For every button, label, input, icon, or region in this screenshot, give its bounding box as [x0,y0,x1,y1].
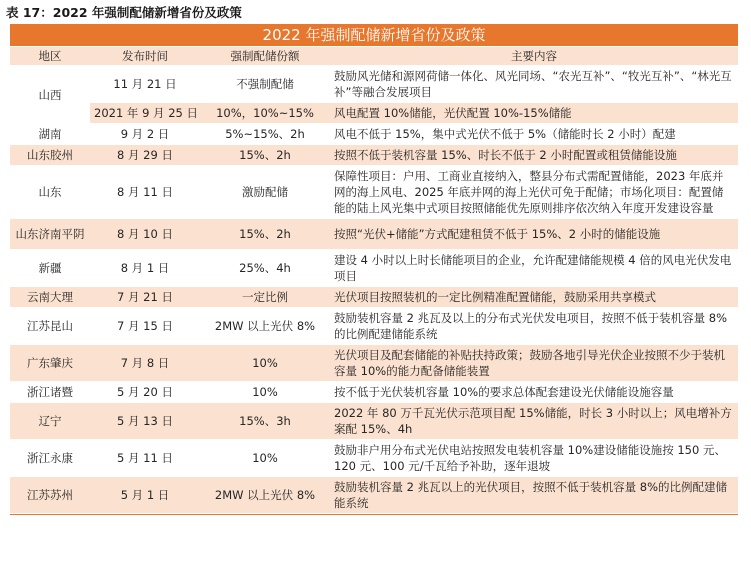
table-row [10,219,738,250]
row-share: 2MW 以上光伏 8% [200,477,330,514]
table-title: 2022 年强制配储新增省份及政策 [10,24,738,47]
row-share: 10% [200,382,330,403]
header-share: 强制配储份额 [200,47,330,66]
row-share: 25%、4h [200,250,330,287]
row-date: 5 月 20 日 [90,382,200,403]
row-content: 2022 年 80 万千瓦光伏示范项目配 15%储能，时长 3 小时以上；风电增补方案配 15%、4h [330,403,738,440]
row-share: 15%、2h [200,219,330,250]
header-content: 主要内容 [330,47,738,66]
row-date: 8 月 11 日 [90,166,200,219]
policy-table [10,24,738,514]
table-row [10,287,738,308]
row-content: 光伏项目按照装机的一定比例精准配置储能，鼓励采用共享模式 [330,287,738,308]
row-date: 8 月 29 日 [90,145,200,166]
row-content: 保障性项目：户用、工商业直接纳入，整县分布式需配置储能，2023 年底并网的海上风电、2025 年底并网的海上光伏可免于配储；市场化项目：配置储能的陆上风光集中式项目按照储能优先原则排序依次纳入年度开发建设容量 [330,166,738,219]
row-region: 江苏苏州 [10,477,90,514]
row-share: 10%，10%~15% [200,103,330,124]
row-region: 辽宁 [10,403,90,440]
row-date: 8 月 1 日 [90,250,200,287]
row-date: 7 月 15 日 [90,308,200,345]
row-content: 风电不低于 15%，集中式光伏不低于 5%（储能时长 2 小时）配建 [330,124,738,145]
header-date: 发布时间 [90,47,200,66]
table-row [10,477,738,514]
row-date: 7 月 21 日 [90,287,200,308]
table-bottom-rule [10,514,738,515]
row-region: 湖南 [10,124,90,145]
row-content: 光伏项目及配套储能的补贴扶持政策；鼓励各地引导光伏企业按照不少于装机容量 10%的能力配备储能装置 [330,345,738,382]
row-region: 江苏昆山 [10,308,90,345]
row-content: 建设 4 小时以上时长储能项目的企业，允许配建储能规模 4 倍的风电光伏发电项目 [330,250,738,287]
row-content: 鼓励非户用分布式光伏电站按照发电装机容量 10%建设储能设施按 150 元、120 元、100 元/千瓦给予补助，逐年退坡 [330,440,738,477]
row-date: 5 月 11 日 [90,440,200,477]
table-header-row [10,47,738,66]
row-region: 广东肇庆 [10,345,90,382]
table-caption: 表 17：2022 年强制配储新增省份及政策 [6,5,242,20]
table-row [10,124,738,145]
row-share: 不强制配储 [200,66,330,103]
row-share: 一定比例 [200,287,330,308]
row-share: 15%、2h [200,145,330,166]
row-share: 10% [200,345,330,382]
row-date: 9 月 2 日 [90,124,200,145]
row-content: 按照“光伏+储能”方式配建租赁不低于 15%、2 小时的储能设施 [330,219,738,250]
row-region: 云南大理 [10,287,90,308]
row-content: 鼓励装机容量 2 兆瓦及以上的分布式光伏发电项目，按照不低于装机容量 8%的比例配建储能系统 [330,308,738,345]
row-content: 鼓励风光储和源网荷储一体化、风光同场、“农光互补”、“牧光互补”、“林光互补”等融合发展项目 [330,66,738,103]
table-row [10,308,738,345]
row-region: 山东 [10,166,90,219]
row-region: 山西 [10,66,90,124]
row-share: 10% [200,440,330,477]
row-content: 按不低于光伏装机容量 10%的要求总体配套建设光伏储能设施容量 [330,382,738,403]
row-region: 浙江永康 [10,440,90,477]
table-row [10,345,738,382]
table-row [10,145,738,166]
row-date: 7 月 8 日 [90,345,200,382]
row-date: 8 月 10 日 [90,219,200,250]
row-region: 山东济南平阴 [10,219,90,250]
table-row [10,403,738,440]
row-content: 按照不低于装机容量 15%、时长不低于 2 小时配置或租赁储能设施 [330,145,738,166]
row-date: 5 月 13 日 [90,403,200,440]
row-date: 11 月 21 日 [90,66,200,103]
table-row [10,382,738,403]
row-date: 5 月 1 日 [90,477,200,514]
row-date: 2021 年 9 月 25 日 [90,103,200,124]
header-region: 地区 [10,47,90,66]
row-region: 山东胶州 [10,145,90,166]
row-region: 浙江诸暨 [10,382,90,403]
table-row [10,66,738,103]
row-content: 鼓励装机容量 2 兆瓦以上的光伏项目，按照不低于装机容量 8%的比例配建储能系统 [330,477,738,514]
row-content: 风电配置 10%储能，光伏配置 10%-15%储能 [330,103,738,124]
row-share: 激励配储 [200,166,330,219]
row-share: 2MW 以上光伏 8% [200,308,330,345]
table-row [10,166,738,219]
row-share: 15%、3h [200,403,330,440]
row-share: 5%~15%、2h [200,124,330,145]
row-region: 新疆 [10,250,90,287]
table-row [10,103,738,124]
table-row [10,250,738,287]
table-title-row [10,24,738,47]
table-row [10,440,738,477]
policy-table-container [10,24,738,514]
